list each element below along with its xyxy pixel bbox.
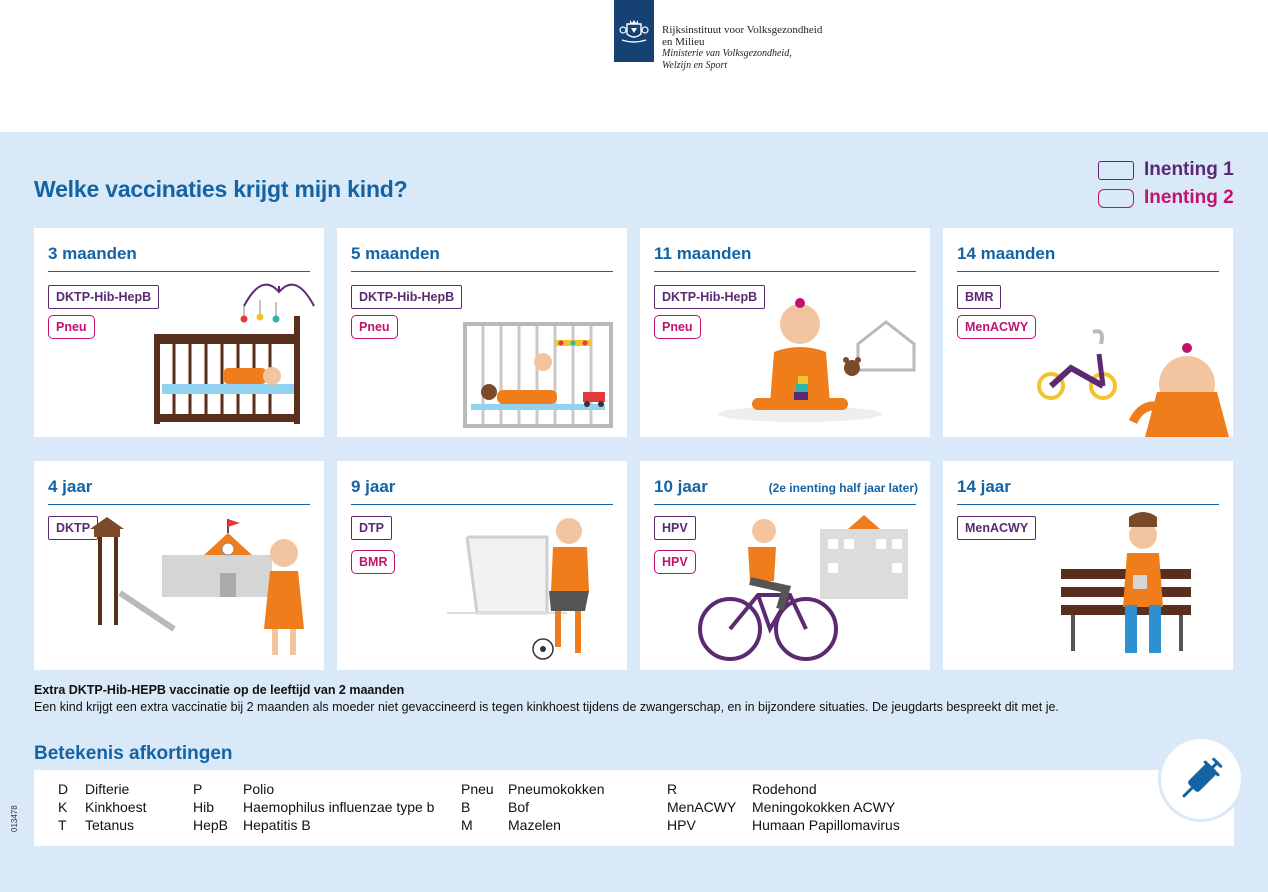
age-card-10-years xyxy=(640,461,930,670)
abbr-meaning: Hepatitis B xyxy=(243,817,311,833)
card-age-title: 14 maanden xyxy=(957,244,1056,263)
abbr-code: M xyxy=(461,817,473,833)
syringe-icon xyxy=(1158,736,1244,822)
abbr-meaning: Polio xyxy=(243,781,275,797)
vaccine-tag-dose-1: DKTP xyxy=(48,516,98,540)
abbr-code: Pneu xyxy=(461,781,494,797)
vaccine-tag-dose-2: HPV xyxy=(654,550,696,574)
toddler-tricycle-illustration xyxy=(943,272,1233,437)
legend-dose-1 xyxy=(1098,156,1234,184)
legend-dose-2 xyxy=(1098,184,1234,212)
institute-name xyxy=(662,24,822,72)
abbr-code: R xyxy=(667,781,678,797)
card-age-title: 9 jaar xyxy=(351,477,396,496)
abbr-meaning: Bof xyxy=(508,799,530,815)
toddler-toys-illustration xyxy=(640,272,930,437)
institute-line-1: Rijksinstituut voor Volksgezondheid xyxy=(662,24,823,36)
header xyxy=(0,0,1268,132)
abbr-meaning: Rodehond xyxy=(752,781,817,797)
card-age-title: 5 maanden xyxy=(351,244,440,263)
age-card-14-years xyxy=(943,461,1233,670)
abbr-code: HepB xyxy=(193,817,229,833)
abbr-code: MenACWY xyxy=(667,799,737,815)
age-card-4-years xyxy=(34,461,324,670)
vaccine-tag-dose-1: DTP xyxy=(351,516,392,540)
coat-of-arms-icon xyxy=(614,0,654,62)
card-age-title: 4 jaar xyxy=(48,477,93,496)
abbr-code: B xyxy=(461,799,471,815)
age-card-9-years xyxy=(337,461,627,670)
card-note: (2e inenting half jaar later) xyxy=(768,481,918,495)
abbr-code: K xyxy=(58,799,68,815)
card-age-title: 10 jaar xyxy=(654,477,708,496)
legend-swatch-dose-2 xyxy=(1098,189,1134,208)
abbr-meaning: Tetanus xyxy=(85,817,135,833)
abbr-meaning: Haemophilus influenzae type b xyxy=(243,799,435,815)
age-card-11-months xyxy=(640,228,930,437)
baby-playpen-illustration xyxy=(337,272,627,437)
vaccine-tag-dose-1: HPV xyxy=(654,516,696,540)
abbr-code: HPV xyxy=(667,817,696,833)
vaccine-tag-dose-1: MenACWY xyxy=(957,516,1036,540)
legend-label-dose-2: Inenting 2 xyxy=(1144,187,1234,208)
abbreviations-title: Betekenis afkortingen xyxy=(34,743,233,764)
abbr-meaning: Kinkhoest xyxy=(85,799,147,815)
legend-swatch-dose-1 xyxy=(1098,161,1134,180)
document-code: 013478 xyxy=(10,805,19,832)
abbr-meaning: Humaan Papillomavirus xyxy=(752,817,900,833)
abbr-meaning: Pneumokokken xyxy=(508,781,605,797)
ministry-line-1: Ministerie van Volksgezondheid, xyxy=(662,48,792,59)
age-card-5-months xyxy=(337,228,627,437)
legend-label-dose-1: Inenting 1 xyxy=(1144,159,1234,180)
abbr-meaning: Meningokokken ACWY xyxy=(752,799,896,815)
abbr-code: D xyxy=(58,781,69,797)
teen-bench-illustration xyxy=(943,505,1233,670)
abbr-code: T xyxy=(58,817,67,833)
baby-crib-illustration xyxy=(34,272,324,437)
legend xyxy=(1098,156,1234,212)
abbreviations-table xyxy=(34,770,1234,846)
extra-info-text: Een kind krijgt een extra vaccinatie bij 2 maanden als moeder niet gevaccineerd is tegen kinkhoest tijdens de zwangerschap, en in bijzondere situaties. De jeugdarts bespreekt dit met je. xyxy=(34,700,1059,714)
vaccine-tag-dose-1: DKTP-Hib-HepB xyxy=(48,285,159,309)
abbr-meaning: Difterie xyxy=(85,781,130,797)
vaccine-tag-dose-2: MenACWY xyxy=(957,315,1036,339)
abbr-code: P xyxy=(193,781,203,797)
card-age-title: 3 maanden xyxy=(48,244,137,263)
page-title: Welke vaccinaties krijgt mijn kind? xyxy=(34,176,408,202)
vaccine-tag-dose-2: Pneu xyxy=(48,315,95,339)
girl-school-illustration xyxy=(34,505,324,670)
girl-bicycle-illustration xyxy=(640,505,930,670)
vaccine-tag-dose-1: DKTP-Hib-HepB xyxy=(351,285,462,309)
institute-line-2: en Milieu xyxy=(662,36,705,48)
abbr-code: Hib xyxy=(193,799,215,815)
ministry-line-2: Welzijn en Sport xyxy=(662,60,728,71)
vaccine-tag-dose-2: BMR xyxy=(351,550,395,574)
vaccine-tag-dose-1: BMR xyxy=(957,285,1001,309)
abbr-meaning: Mazelen xyxy=(508,817,561,833)
extra-info-title: Extra DKTP-Hib-HEPB vaccinatie op de leeftijd van 2 maanden xyxy=(34,683,405,697)
vaccine-tag-dose-2: Pneu xyxy=(654,315,701,339)
vaccine-tag-dose-1: DKTP-Hib-HepB xyxy=(654,285,765,309)
age-card-14-months xyxy=(943,228,1233,437)
card-age-title: 14 jaar xyxy=(957,477,1011,496)
vaccine-tag-dose-2: Pneu xyxy=(351,315,398,339)
girl-football-illustration xyxy=(337,505,627,670)
age-card-3-months xyxy=(34,228,324,437)
card-age-title: 11 maanden xyxy=(654,244,752,263)
